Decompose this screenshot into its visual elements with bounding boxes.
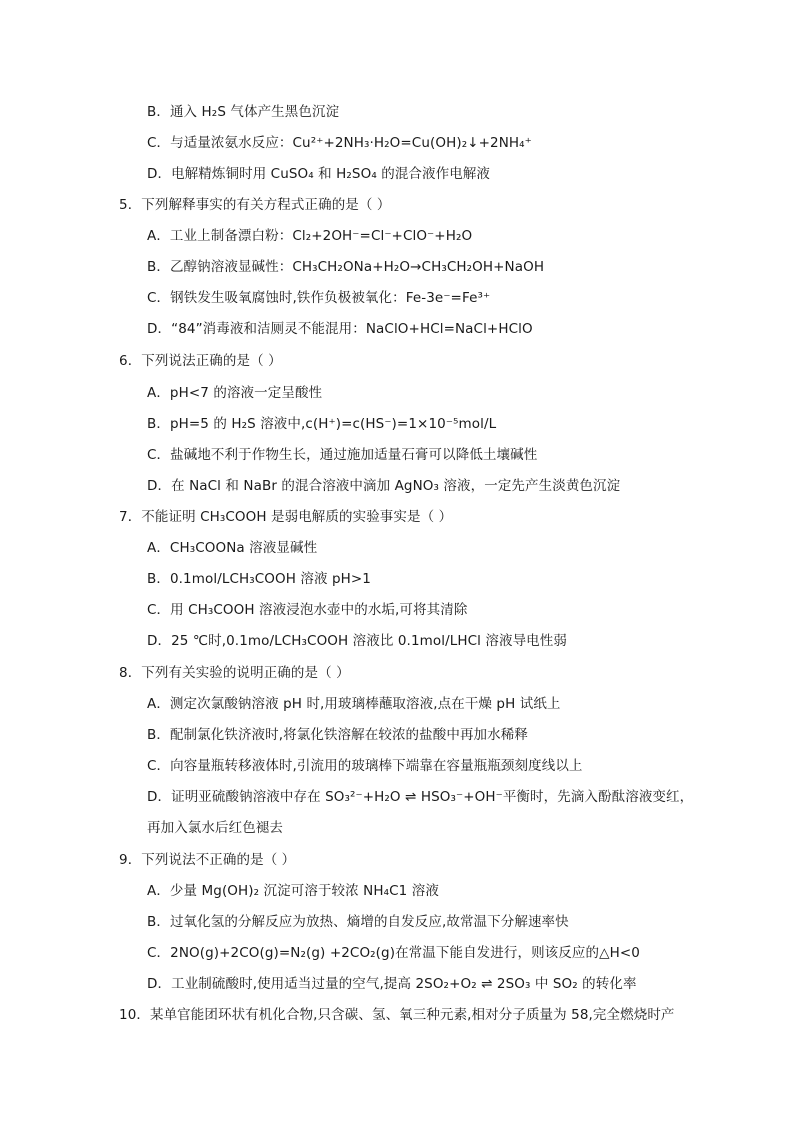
q9-option-c: C．2NO(g)+2CO(g)=N₂(g) +2CO₂(g)在常温下能自发进行，则该反应的△H<0 (147, 945, 640, 961)
q4-option-c: C．与适量浓氨水反应：Cu²⁺+2NH₃·H₂O=Cu(OH)₂↓+2NH₄⁺ (147, 135, 532, 151)
q7-option-d: D．25 ℃时,0.1mo/LCH₃COOH 溶液比 0.1mol/LHCl 溶液导电性弱 (147, 633, 567, 649)
q9-option-d: D．工业制硫酸时,使用适当过量的空气,提高 2SO₂+O₂ ⇌ 2SO₃ 中 SO₂ 的转化率 (147, 976, 637, 992)
q6-option-b: B．pH=5 的 H₂S 溶液中,c(H⁺)=c(HS⁻)=1×10⁻⁵mol/L (147, 416, 497, 432)
q7-option-b: B．0.1mol/LCH₃COOH 溶液 pH>1 (147, 571, 371, 587)
question-8-stem: 8．下列有关实验的说明正确的是（ ） (119, 665, 350, 681)
q8-option-d-continued: 再加入氯水后红色褪去 (147, 820, 283, 836)
q9-option-a: A．少量 Mg(OH)₂ 沉淀可溶于较浓 NH₄C1 溶液 (147, 883, 439, 899)
question-10-stem: 10．某单官能团环状有机化合物,只含碳、氢、氧三种元素,相对分子质量为 58,完全燃烧时产 (119, 1007, 675, 1023)
q6-option-a: A．pH<7 的溶液一定呈酸性 (147, 385, 323, 401)
q8-option-c: C．向容量瓶转移液体时,引流用的玻璃棒下端靠在容量瓶瓶颈刻度线以上 (147, 758, 583, 774)
q4-option-d: D．电解精炼铜时用 CuSO₄ 和 H₂SO₄ 的混合液作电解液 (147, 166, 491, 182)
q8-option-d: D．证明亚硫酸钠溶液中存在 SO₃²⁻+H₂O ⇌ HSO₃⁻+OH⁻平衡时，先滴入酚酞溶液变红， (147, 789, 694, 805)
q7-option-c: C．用 CH₃COOH 溶液浸泡水壶中的水垢,可将其清除 (147, 602, 468, 618)
question-5-stem: 5．下列解释事实的有关方程式正确的是（ ） (119, 197, 391, 213)
q6-option-c: C．盐碱地不利于作物生长，通过施加适量石膏可以降低土壤碱性 (147, 447, 538, 463)
q8-option-b: B．配制氯化铁济液时,将氯化铁溶解在较浓的盐酸中再加水稀释 (147, 727, 528, 743)
q8-option-a: A．测定次氯酸钠溶液 pH 时,用玻璃棒蘸取溶液,点在干燥 pH 试纸上 (147, 696, 561, 712)
q4-option-b: B．通入 H₂S 气体产生黑色沉淀 (147, 104, 340, 120)
q5-option-c: C．钢铁发生吸氧腐蚀时,铁作负极被氧化：Fe-3e⁻=Fe³⁺ (147, 290, 491, 306)
q5-option-d: D．“84”消毒液和洁厕灵不能混用：NaClO+HCl=NaCl+HClO (147, 321, 533, 337)
q7-option-a: A．CH₃COONa 溶液显碱性 (147, 540, 318, 556)
question-9-stem: 9．下列说法不正确的是（ ） (119, 852, 296, 868)
q9-option-b: B．过氧化氢的分解反应为放热、熵增的自发反应,故常温下分解速率快 (147, 914, 569, 930)
q5-option-b: B．乙醇钠溶液显碱性：CH₃CH₂ONa+H₂O→CH₃CH₂OH+NaOH (147, 259, 545, 275)
question-7-stem: 7．不能证明 CH₃COOH 是弱电解质的实验事实是（ ） (119, 509, 453, 525)
q6-option-d: D．在 NaCl 和 NaBr 的混合溶液中滴加 AgNO₃ 溶液，一定先产生淡黄色沉淀 (147, 478, 621, 494)
question-6-stem: 6．下列说法正确的是（ ） (119, 353, 282, 369)
q5-option-a: A．工业上制备漂白粉：Cl₂+2OH⁻=Cl⁻+ClO⁻+H₂O (147, 228, 473, 244)
